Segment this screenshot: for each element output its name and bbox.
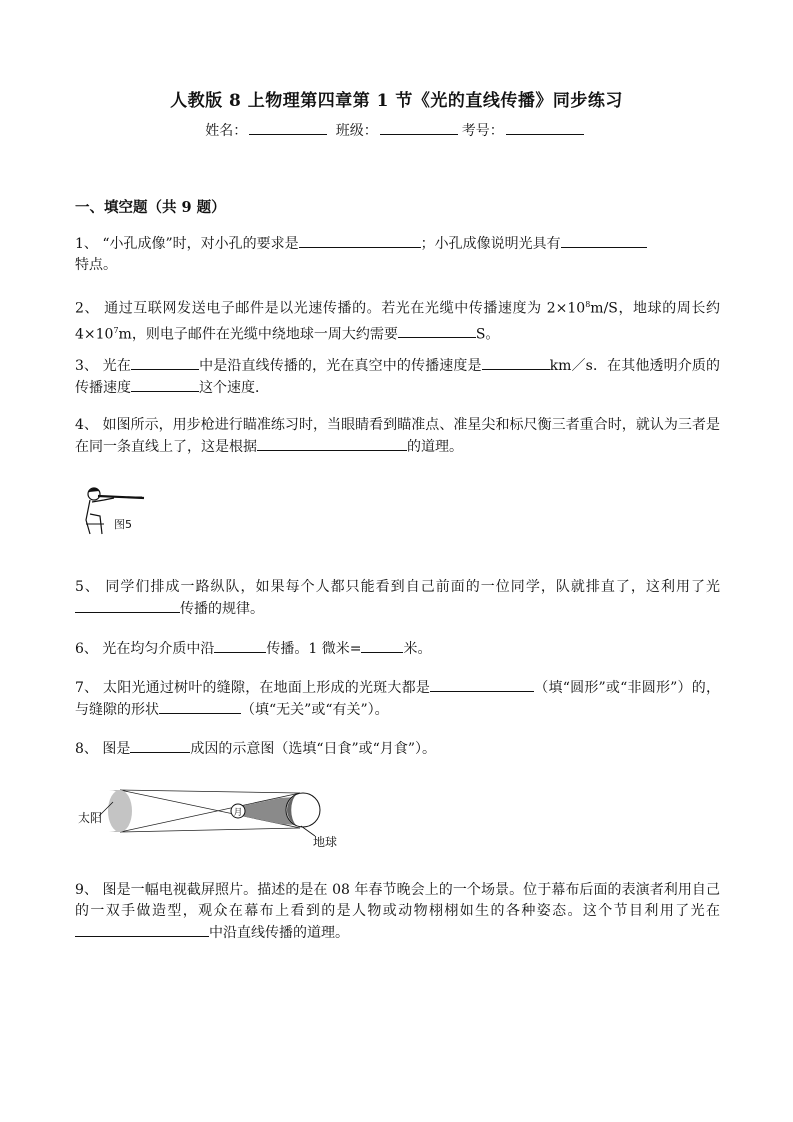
q3-text-c: km／s．在其他透明介质的传播速度 xyxy=(75,358,721,396)
q7-text-a: 7、 太阳光通过树叶的缝隙，在地面上形成的光斑大都是 xyxy=(75,680,431,696)
q8-text-b: 成因的示意图（选填“日食”或“月食”）。 xyxy=(190,741,436,757)
q7-text-b: （填“圆形”或“非圆形”）的，与缝隙的形状 xyxy=(75,680,720,718)
q2-exponent-1: 8 xyxy=(585,300,591,309)
question-3 xyxy=(75,355,720,399)
q2-text-c: m，则电子邮件在光缆中绕地球一周大约需要 xyxy=(118,326,398,343)
q6-blank-2[interactable] xyxy=(361,638,403,653)
q7-blank-1[interactable] xyxy=(430,677,534,692)
q8-text-a: 8、 图是 xyxy=(75,741,131,757)
q1-text-b: ；小孔成像说明光具有 xyxy=(420,236,561,252)
q2-blank-1[interactable] xyxy=(398,323,476,338)
q8-blank-1[interactable] xyxy=(130,738,190,753)
q3-blank-2[interactable] xyxy=(482,355,550,370)
exam-blank[interactable] xyxy=(506,120,584,135)
question-9 xyxy=(75,880,720,944)
q9-text-a: 9、 图是一幅电视截屏照片。描述的是在 08 年春节晚会上的一个场景。位于幕布后面的表演者利用自己的一双手做造型，观众在幕布上看到的是人物或动物栩栩如生的各种姿态。这个节目利用了光在 xyxy=(75,882,720,919)
q3-text-b: 中是沿直线传播的，光在真空中的传播速度是 xyxy=(199,358,482,374)
class-blank[interactable] xyxy=(380,120,458,135)
q5-text-b: 传播的规律。 xyxy=(180,601,264,617)
q4-text-b: 的道理。 xyxy=(407,439,463,455)
question-4 xyxy=(75,415,720,458)
q3-blank-3[interactable] xyxy=(131,377,199,392)
exam-label: 考号： xyxy=(461,123,504,139)
question-8 xyxy=(75,738,720,760)
q3-blank-1[interactable] xyxy=(131,355,199,370)
page-title: 人教版 8 上物理第四章第 1 节《光的直线传播》同步练习 xyxy=(170,91,623,111)
ray-top xyxy=(120,790,300,793)
q2-text-b: m/S，地球的周长约 4×10 xyxy=(75,300,720,343)
q1-text-a: 1、 “小孔成像”时，对小孔的要求是 xyxy=(75,236,299,252)
eclipse-figure xyxy=(75,780,345,852)
q7-blank-2[interactable] xyxy=(159,699,241,714)
q2-text-a: 2、 通过互联网发送电子邮件是以光速传播的。若光在光缆中传播速度为 2×10 xyxy=(75,300,586,317)
q9-blank-1[interactable] xyxy=(75,922,209,937)
q1-blank-1[interactable] xyxy=(299,233,421,248)
figure-5-label: 图5 xyxy=(114,518,132,531)
q5-blank-1[interactable] xyxy=(75,598,180,613)
question-2 xyxy=(75,294,720,345)
q6-blank-1[interactable] xyxy=(214,638,266,653)
ray-bottom xyxy=(120,828,300,832)
q6-text-b: 传播。1 微米= xyxy=(266,641,362,657)
rifle-aiming-figure xyxy=(82,484,162,540)
q3-text-d: 这个速度． xyxy=(199,380,269,396)
question-1 xyxy=(75,233,720,276)
q6-text-c: 米。 xyxy=(403,641,432,657)
shooter-body xyxy=(86,500,102,534)
q9-text-b: 中沿直线传播的道理。 xyxy=(209,925,349,941)
section-title: 一、填空题（共 9 题） xyxy=(75,199,226,216)
sun-label: 太阳 xyxy=(78,811,103,825)
student-info-line xyxy=(0,120,793,140)
question-5 xyxy=(75,577,720,620)
q4-blank-1[interactable] xyxy=(257,436,407,451)
q2-exponent-2: 7 xyxy=(113,325,119,335)
sun-body xyxy=(108,790,132,832)
question-7 xyxy=(75,677,720,721)
question-6 xyxy=(75,638,720,660)
q1-blank-2[interactable] xyxy=(561,233,647,248)
q4-text-a: 4、 如图所示，用步枪进行瞄准练习时，当眼睛看到瞄准点、准星尖和标尺衡三者重合时，就认为三者是在同一条直线上了，这是根据 xyxy=(75,417,720,455)
q7-text-c: （填“无关”或“有关”）。 xyxy=(241,702,389,718)
moon-label: 月 xyxy=(233,808,243,818)
q2-text-d: S。 xyxy=(475,326,500,343)
name-label: 姓名： xyxy=(205,123,248,139)
class-label: 班级： xyxy=(335,123,378,139)
q3-text-a: 3、 光在 xyxy=(75,358,131,374)
q5-text-a: 5、 同学们排成一路纵队，如果每个人都只能看到自己前面的一位同学，队就排直了，这利用了光 xyxy=(75,579,720,595)
q1-text-c: 特点。 xyxy=(75,257,117,273)
name-blank[interactable] xyxy=(249,120,327,135)
q6-text-a: 6、 光在均匀介质中沿 xyxy=(75,641,215,657)
earth-label: 地球 xyxy=(313,835,338,849)
